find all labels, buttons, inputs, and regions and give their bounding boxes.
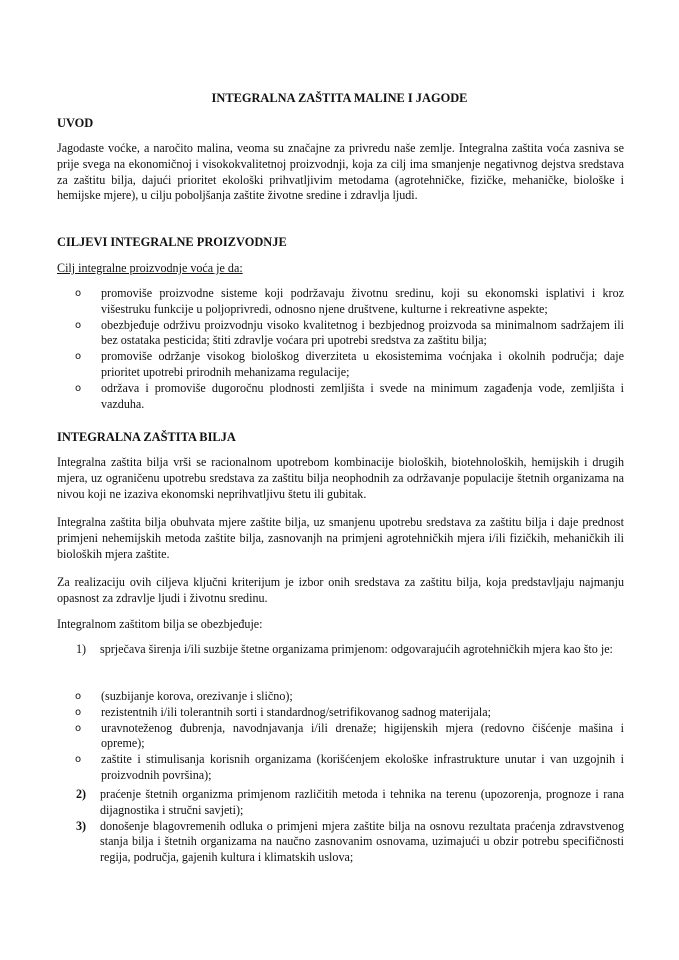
list-item: o promoviše održanje visokog biološkog diverziteta u ekosistemima voćnjaka i okolnih područja; daje prioritet upotrebi prirodnih mehanizama regulacije; (57, 349, 624, 381)
document-title: INTEGRALNA ZAŠTITA MALINE I JAGODE (211, 91, 468, 105)
numbered-list-2-3 (57, 787, 624, 866)
section-heading-ciljevi: CILJEVI INTEGRALNE PROIZVODNJE (57, 235, 287, 249)
item-text: sprječava širenja i/ili suzbije štetne organizama primjenom: odgovarajućih agrotehničkih mjera kao što je: (100, 642, 613, 656)
list-item: o uravnoteženog đubrenja, navodnjavanja i/ili drenaže; higijenskih mjera (redovno čišćenje mašina i opreme); (57, 721, 624, 753)
paragraph-zastita-1: Integralna zaštita bilja vrši se racionalnom upotrebom kombinacije bioloških, biotehnoloških, hemijskih i drugih mjera, uz ograničenu upotrebu sredstava za zaštitu bilja neophodnih za održavanje populacije štetnih organizama na nivou koji ne izaziva ekonomski neprihvatljivu štetu ili gubitak. (57, 455, 624, 501)
paragraph-zastita-3: Za realizaciju ovih ciljeva ključni kriterijum je izbor onih sredstava za zaštitu bilja, koja predstavljaju najmanju opasnost za zdravlje ljudi i životnu sredinu. (57, 575, 624, 605)
list-item: o rezistentnih i/ili tolerantnih sorti i standardnog/setrifikovanog sadnog materijala; (57, 705, 624, 721)
section-heading-uvod: UVOD (57, 116, 94, 130)
subheading-ciljevi: Cilj integralne proizvodnje voća je da: (57, 261, 243, 275)
item-number: 1) (76, 642, 87, 656)
paragraph-uvod: Jagodaste voćke, a naročito malina, veoma su značajne za privredu naše zemlje. Integralna zaštita voća zasniva se prije svega na ekonomičnoj i visokokvalitetnoj proizvodnji, koja za cilj ima smanjenje negativnog dejstva sredstava za zaštitu bilja, dajući prioritet ekološki prihvatljivim metodama (agrotehničke, fizičke, mehaničke, biološke i hemijske mjere), u cilju poboljšanja zaštite životne sredine i zdravlja ljudi. (57, 141, 624, 203)
item-number: 2) (76, 787, 87, 801)
section-heading-zastita: INTEGRALNA ZAŠTITA BILJA (57, 430, 236, 444)
numbered-item-1 (57, 642, 624, 658)
list-item: o promoviše proizvodne sisteme koji podržavaju životnu sredinu, koji su ekonomski isplativi i kroz višestruku funkcije u poljoprivredi, odnosno njene društvene, kulturne i rekreativne aspekte; (57, 286, 624, 318)
ciljevi-list (57, 286, 624, 412)
list-item: o održava i promoviše dugoročnu plodnosti zemljišta i svede na minimum zagađenja vode, zemljišta i vazduha. (57, 381, 624, 413)
mjere-list (57, 689, 624, 784)
item-text: donošenje blagovremenih odluka o primjeni mjera zaštite bilja na osnovu rezultata praćenja zdravstvenog stanja bilja i štetnih organizama na naučno zasnovanim osnovama, uzimajući u obzir potrebu specifičnosti regija, područja, gajenih kultura i klimatskih uslova; (100, 818, 624, 865)
list-item: o zaštite i stimulisanja korisnih organizama (korišćenjem ekološke infrastrukture unutar i van uzgojnih i proizvodnih površina); (57, 752, 624, 784)
item-text: praćenje štetnih organizma primjenom različitih metoda i tehnika na terenu (upozorenja, prognoze i rana dijagnostika i stručni savjeti); (100, 787, 624, 817)
item-number: 3) (76, 818, 87, 833)
list-item: o obezbjeđuje održivu proizvodnju visoko kvalitetnog i bezbjednog proizvoda sa minimalnom sadržajem ili bez ostataka pesticida; štiti zdravlje voćara pri upotrebi sredstva za zaštitu bilja; (57, 318, 624, 350)
paragraph-zastita-4: Integralnom zaštitom bilja se obezbjeđuje: (57, 617, 263, 631)
list-item: o (suzbijanje korova, orezivanje i slično); (57, 689, 624, 705)
paragraph-zastita-2: Integralna zaštita bilja obuhvata mjere zaštite bilja, uz smanjenu upotrebu sredstava za zaštitu bilja i daje prednost primjeni nehemijskih metoda zaštite bilja, zasnovanjh na primjeni agrotehničkih mjera i/ili fizičkih, mehaničkih ili bioloških mjera zaštite. (57, 515, 624, 561)
